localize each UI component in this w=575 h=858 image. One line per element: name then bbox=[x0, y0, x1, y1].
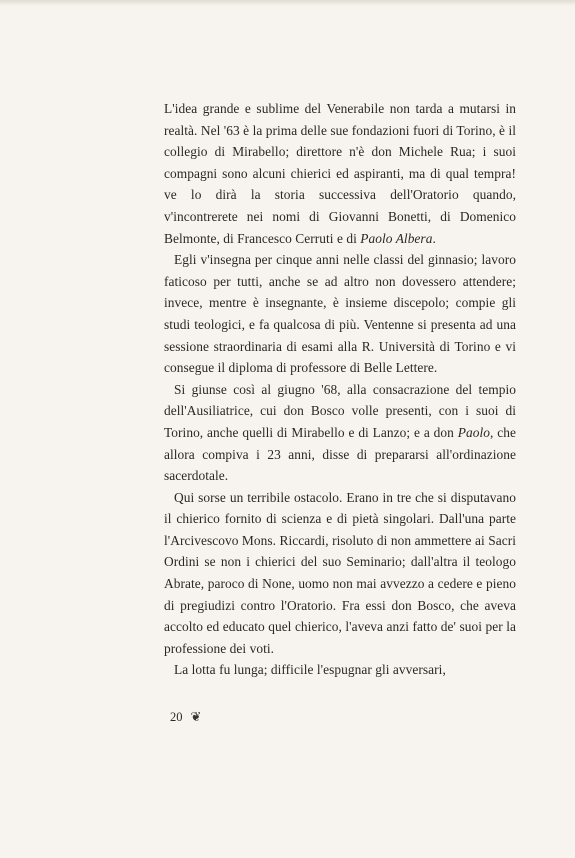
page-number: 20 bbox=[170, 709, 183, 724]
fleuron-ornament-icon: ❦ bbox=[190, 709, 202, 724]
paragraph-text: La lotta fu lunga; difficile l'espugnar gli avversari, bbox=[174, 662, 446, 678]
paragraph bbox=[164, 659, 516, 681]
italic-text: Paolo Albera bbox=[360, 230, 433, 246]
paragraph-text: L'idea grande e sublime del Venerabile non tarda a mutarsi in realtà. Nel '63 è la prima delle sue fondazioni fuori di Torino, è il collegio di Mirabello; direttore n'è don Michele Rua; i suoi compagni sono alcuni chierici ed aspiranti, ma di qual tempra! ve lo dirà la storia successiva dell'Oratorio quando, v'incontrerete nei nomi di Giovanni Bonetti, di Domenico Belmonte, di Francesco Cerruti e di bbox=[164, 101, 516, 246]
paragraph bbox=[164, 98, 516, 249]
paragraph-text: Qui sorse un terribile ostacolo. Erano in tre che si disputavano il chierico fornito di scienza e di pietà singolari. Dall'una parte l'Arcivescovo Mons. Riccardi, risoluto di non ammettere ai Sacri Ordini se non i chierici del suo Seminario; dall'altra il teologo Abrate, paroco di None, uomo non mai avvezzo a cedere e pieno di pregiudizi contro l'Oratorio. Fra essi don Bosco, che aveva accolto ed educato quel chierico, l'aveva anzi fatto de' suoi per la professione dei voti. bbox=[164, 489, 516, 656]
page-top-edge bbox=[0, 0, 575, 6]
paragraph-text: . bbox=[432, 230, 436, 246]
italic-text: Paolo bbox=[457, 424, 491, 440]
page-footer bbox=[170, 709, 201, 725]
paragraph bbox=[164, 379, 516, 487]
paragraph-text: , che allora compiva i 23 anni, disse di prepararsi all'ordinazione sacerdotale. bbox=[164, 424, 517, 484]
paragraph-text: Si giunse così al giugno '68, alla consacrazione del tempio dell'Ausiliatrice, cui don Bosco volle presenti, con i suoi di Torino, anche quelli di Mirabello e di Lanzo; e a don bbox=[164, 381, 516, 440]
paragraph bbox=[164, 487, 516, 660]
body-text bbox=[164, 98, 516, 681]
paragraph bbox=[164, 249, 516, 379]
paragraph-text: Egli v'insegna per cinque anni nelle classi del ginnasio; lavoro faticoso per tutti, anche se ad altro non dovessero attendere; invece, mentre è insegnante, è insieme discepolo; compie gli studi teologici, e fa qualcosa di più. Ventenne si presenta ad una sessione straordinaria di esami alla R. Università di Torino e vi consegue il diploma di professore di Belle Lettere. bbox=[164, 252, 516, 376]
